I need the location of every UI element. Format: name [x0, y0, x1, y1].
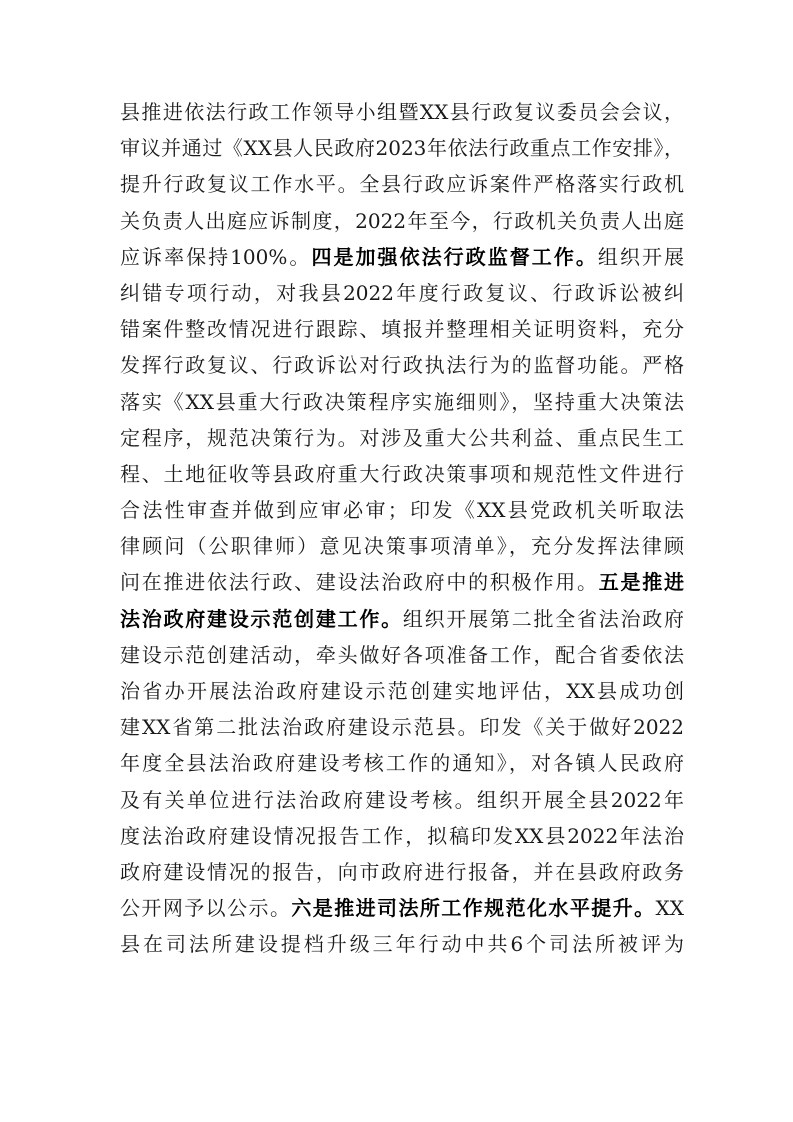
body-text: 律顾问（公职律师）意见决策事项清单》，充分发挥法律顾 [120, 534, 684, 559]
body-text: 组织开展 [597, 244, 685, 269]
body-text: 政府建设情况的报告，向市政府进行报备，并在县政府政务 [120, 859, 684, 884]
body-text: 发挥行政复议、行政诉讼对行政执法行为的监督功能。严格 [120, 353, 684, 378]
text-line [120, 926, 684, 962]
body-text: 公开网予以公示。 [120, 896, 292, 921]
bold-heading-text: 法治政府建设示范创建工作。 [120, 606, 403, 631]
body-text: 组织开展第二批全省法治政府 [402, 606, 685, 631]
text-line [120, 130, 684, 166]
body-text: 问在推进依法行政、建设法治政府中的积极作用。 [120, 570, 599, 595]
body-text: 年度全县法治政府建设考核工作的通知》，对各镇人民政府 [120, 751, 684, 776]
text-line [120, 637, 684, 673]
text-line [120, 673, 684, 709]
body-text: 县推进依法行政工作领导小组暨XX县行政复议委员会会议， [120, 100, 684, 124]
body-text: 建XX省第二批法治政府建设示范县。印发《关于做好2022 [120, 715, 684, 740]
text-line [120, 347, 684, 383]
bold-heading-text: 六是推进司法所工作规范化水平提升。 [291, 896, 656, 921]
text-line [120, 564, 684, 600]
text-line [120, 420, 684, 456]
body-text: XX [655, 896, 685, 921]
body-text: 错案件整改情况进行跟踪、填报并整理相关证明资料，充分 [120, 317, 684, 342]
body-text: 纠错专项行动，对我县2022年度行政复议、行政诉讼被纠 [120, 280, 684, 305]
text-line [120, 203, 684, 239]
text-line [120, 492, 684, 528]
body-text: 审议并通过《XX县人民政府2023年依法行政重点工作安排》， [120, 136, 684, 161]
body-text: 治省办开展法治政府建设示范创建实地评估，XX县成功创 [120, 679, 684, 703]
text-line [120, 818, 684, 854]
text-line [120, 854, 684, 890]
text-line [120, 782, 684, 818]
body-text: 关负责人出庭应诉制度，2022年至今，行政机关负责人出庭 [120, 208, 684, 233]
bold-heading-text: 四是加强依法行政监督工作。 [311, 244, 598, 269]
body-text: 及有关单位进行法治政府建设考核。组织开展全县2022年 [120, 787, 684, 812]
body-text: 合法性审查并做到应审必审；印发《XX县党政机关听取法 [120, 498, 684, 523]
text-line [120, 384, 684, 420]
text-line [120, 239, 684, 275]
body-text: 落实《XX县重大行政决策程序实施细则》，坚持重大决策法 [120, 389, 684, 414]
body-text: 提升行政复议工作水平。全县行政应诉案件严格落实行政机 [120, 172, 684, 197]
text-line [120, 528, 684, 564]
body-text: 度法治政府建设情况报告工作，拟稿印发XX县2022年法治 [120, 823, 684, 848]
text-line [120, 709, 684, 745]
bold-heading-text: 五是推进 [598, 570, 685, 595]
text-line [120, 890, 684, 926]
text-line [120, 275, 684, 311]
body-text: 建设示范创建活动，牵头做好各项准备工作，配合省委依法 [120, 642, 684, 667]
text-line [120, 166, 684, 202]
text-line [120, 311, 684, 347]
text-line [120, 745, 684, 781]
document-body [120, 94, 684, 963]
body-text: 县在司法所建设提档升级三年行动中共6个司法所被评为 [120, 932, 684, 957]
body-text: 定程序，规范决策行为。对涉及重大公共利益、重点民生工 [120, 425, 684, 450]
body-text: 程、土地征收等县政府重大行政决策事项和规范性文件进行 [120, 461, 684, 486]
text-line [120, 601, 684, 637]
text-line [120, 94, 684, 130]
body-text: 应诉率保持100%。 [120, 244, 312, 269]
text-line [120, 456, 684, 492]
